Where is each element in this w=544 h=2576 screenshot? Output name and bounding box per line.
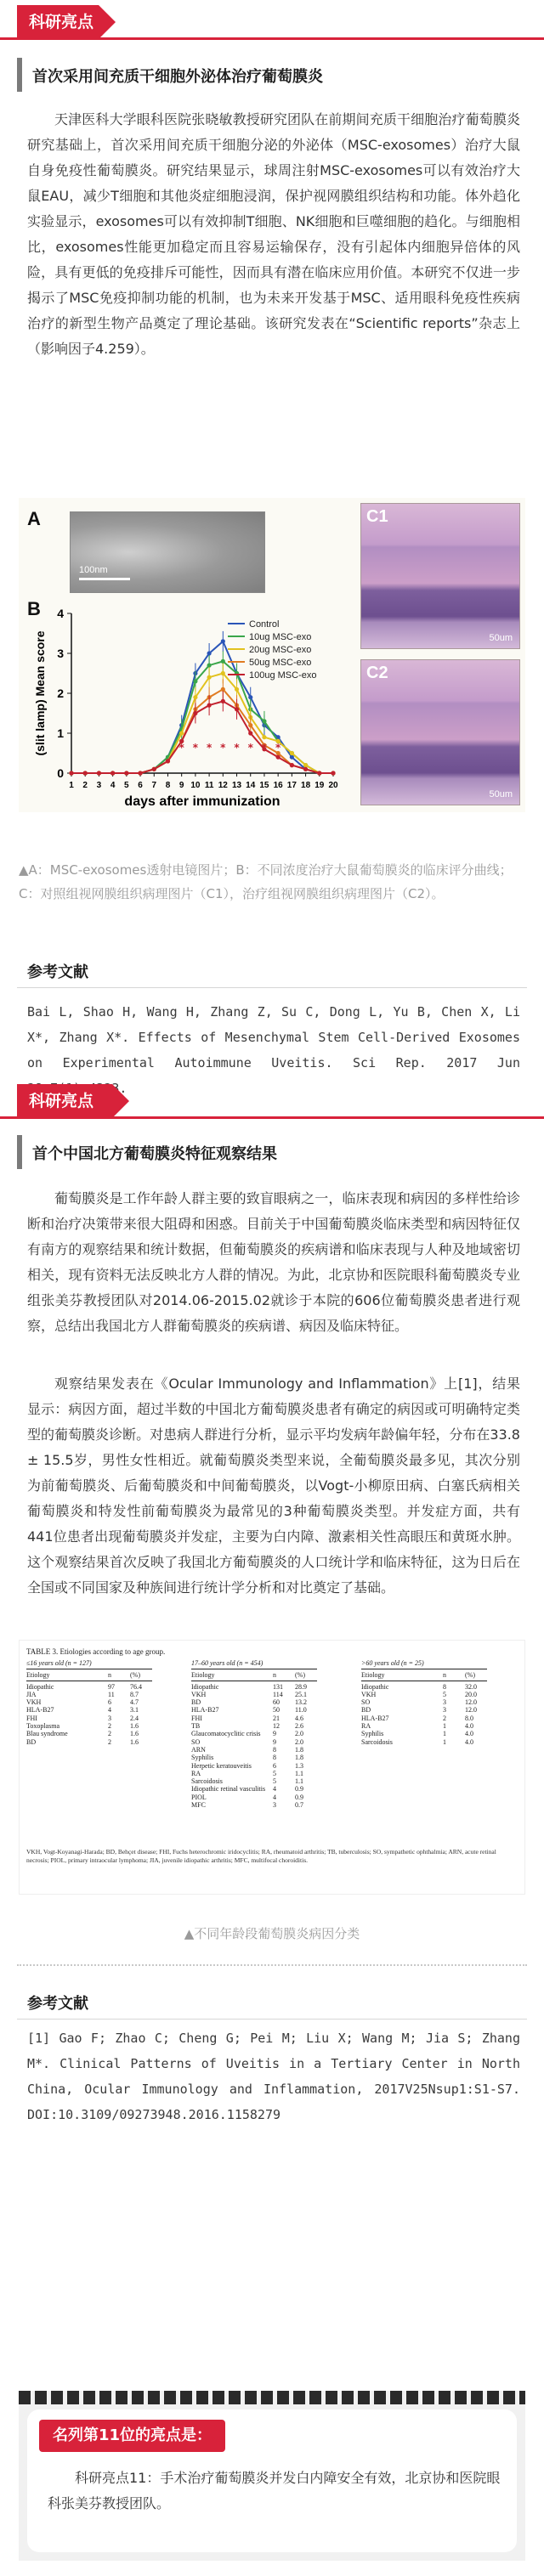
table-cell: 8 <box>273 1745 276 1754</box>
table-cell: Syphilis <box>361 1730 384 1738</box>
series-point <box>331 771 335 775</box>
table-cell: 2.0 <box>295 1737 303 1746</box>
table-cell: 4.7 <box>130 1698 139 1707</box>
table-cell: 12.0 <box>465 1706 477 1715</box>
table-cell: 21 <box>273 1714 280 1722</box>
x-tick-label: 8 <box>165 781 171 790</box>
table-cell: Idiopathic <box>191 1682 219 1691</box>
section-badge-label: 科研亮点 9 <box>29 13 94 65</box>
table-cell: HLA-B27 <box>361 1714 389 1722</box>
x-tick-label: 11 <box>204 781 214 790</box>
table-group-header: >60 years old (n = 25) <box>361 1659 487 1669</box>
table-group-column <box>191 1659 317 1809</box>
table-cell: HLA-B27 <box>26 1706 54 1715</box>
x-tick-label: 18 <box>301 781 311 790</box>
table-cell: (%) <box>295 1671 305 1680</box>
significance-marker: * <box>247 742 253 754</box>
x-tick-label: 14 <box>246 781 256 790</box>
table-cell: 2.4 <box>130 1714 139 1722</box>
table-row <box>361 1698 487 1706</box>
table-cell: 4 <box>273 1793 276 1801</box>
etiology-table-figure <box>19 1640 525 1895</box>
table-cell: 1.8 <box>295 1754 303 1762</box>
series-line <box>71 689 333 773</box>
next-highlight-card <box>19 2391 525 2561</box>
panel-label-b: B <box>27 598 41 619</box>
table-cell: BD <box>26 1737 37 1746</box>
table-cell: 4 <box>108 1706 111 1715</box>
table-cell: Etiology <box>361 1671 385 1680</box>
table-row <box>26 1683 152 1691</box>
table-row <box>26 1730 152 1737</box>
legend-label: 100ug MSC-exo <box>249 670 317 681</box>
table-cell: 2 <box>108 1722 111 1731</box>
table-cell: Idiopathic retinal vasculitis <box>191 1785 266 1794</box>
y-tick-label: 1 <box>57 726 64 740</box>
table-cell: 3 <box>443 1698 446 1707</box>
table-caption-cn: ▲不同年龄段葡萄膜炎病因分类 <box>184 1926 360 1941</box>
table-cell: 97 <box>108 1682 115 1691</box>
table-cell: 2 <box>108 1730 111 1738</box>
table-cell: 1 <box>443 1737 446 1746</box>
table-row <box>191 1785 317 1793</box>
table-row <box>26 1706 152 1714</box>
table-cell: (%) <box>465 1671 475 1680</box>
title-marker <box>17 1135 22 1169</box>
table-row <box>191 1770 317 1777</box>
table-cell: SO <box>361 1698 371 1707</box>
table-cell: 1.1 <box>295 1769 303 1777</box>
table-cell: 6 <box>108 1698 111 1707</box>
figure-exosome-study <box>19 498 525 812</box>
mean-score-chart <box>19 598 355 811</box>
table-row <box>191 1715 317 1722</box>
table-cell: Toxoplasma <box>26 1722 60 1731</box>
legend-label: 50ug MSC-exo <box>249 658 312 668</box>
table-cell: n <box>273 1671 276 1680</box>
series-point <box>317 771 321 775</box>
table-cell: 6 <box>273 1761 276 1770</box>
table-header-row <box>26 1671 152 1681</box>
table-cell: 9 <box>273 1737 276 1746</box>
table-cell: 4.0 <box>465 1722 473 1731</box>
table-cell: 1.6 <box>130 1722 139 1731</box>
table-row <box>191 1706 317 1714</box>
table-row <box>191 1738 317 1746</box>
table-cell: 3.1 <box>130 1706 139 1715</box>
table-cell: Herpetic keratouveitis <box>191 1761 252 1770</box>
figure-caption: ▲A：MSC-exosomes透射电镜图片；B：不同浓度治疗大鼠葡萄膜炎的临床评分曲线；C：对照组视网膜组织病理图片（C1），治疗组视网膜组织病理图片（C2）。 <box>19 862 513 901</box>
table-cell: 0.9 <box>295 1785 303 1794</box>
section-title: 首次采用间充质干细胞外泌体治疗葡萄膜炎 <box>32 68 323 86</box>
table-row <box>191 1754 317 1761</box>
table-cell: VKH <box>191 1690 207 1698</box>
table-row <box>191 1777 317 1785</box>
significance-marker: * <box>234 742 240 754</box>
table-cell: 1.8 <box>295 1745 303 1754</box>
table-row <box>26 1691 152 1698</box>
reference-text: Bai L, Shao H, Wang H, Zhang Z, Su C, Dong L, Yu B, Chen X, Li X*, Zhang X*. Effects of Mesenchymal Stem Cell-Derived Exosomes on Experimental Autoimmune Uveitis. Sci Rep. 2017 Jun <box>27 1004 520 1071</box>
section-body: 葡萄膜炎是工作年龄人群主要的致盲眼病之一，临床表现和病因的多样性给诊断和治疗决策带来很大阻碍和困惑。目前关于中国葡萄膜炎临床类型和病因特征仅有南方的观察结果和统计数据，但葡萄膜炎的疾病谱和临床表现与人种及地域密切相关，现有资料无法反映北方人群的情况。为此，北京协和医院眼科葡萄膜炎专业组张美芬教授团队对2014.06-2015.02就诊于本院的606位葡萄膜炎患者进行观察，总结出我国北方人群葡萄膜炎的疾病谱、病因及临床特征。 <box>27 1190 520 1334</box>
table-cell: 25.1 <box>295 1690 307 1698</box>
x-tick-label: 2 <box>82 781 88 790</box>
table-cell: VKH <box>361 1690 377 1698</box>
section-body: 天津医科大学眼科医院张晓敏教授研究团队在前期间充质干细胞治疗葡萄膜炎研究基础上，首次采用间充质干细胞分泌的外泌体（MSC-exosomes）治疗大鼠自身免疫性葡萄膜炎。研究结果显示，球周注射MSC-exosomes可以有效治疗大鼠EAU，减少T细胞和其他炎症细胞浸润，保护视网膜组织结构和功能。体外趋化实验显示，exosomes可以有效抑制T细胞、NK细胞和巨噬细胞的趋化。与细胞相比，exosomes性能更加稳定而且容易运输保存，没有引起体内细胞异倍体的风险，具有更低的免疫排斥可能性，因而具有潜在临床应用价值。本研究不仅进一步揭示了MSC免疫抑制功能的机制，也为未来开发基于MSC、适用眼科免疫性疾病治疗的新型生物产品奠定了理论基础。该研究发表在“Scientific reports”杂志上（影响因子4.259）。 <box>27 111 520 357</box>
series-point <box>138 771 142 775</box>
series-point <box>276 755 280 760</box>
section-body: 观察结果发表在《Ocular Immunology and Inflammation》上[1]，结果显示：病因方面，超过半数的中国北方葡萄膜炎患者有确定的病因或可明确特定类型的葡萄膜炎诊断。对患病人群进行分析，显示平均发病年龄偏年轻，分布在33.8 ± 15.5岁，男性女性相近。就葡萄膜炎类型来说，全葡萄膜炎最多见，其次分别为前葡萄膜炎、后葡萄膜炎和中间葡萄膜炎，以Vogt-小柳原田病、白塞氏病相关葡萄膜炎和特发性前葡萄膜炎为最常见的3种葡萄膜炎类型。并发症方面，共有441位患者出现葡萄膜炎并发症，主要为白内障、激素相关性高眼压和黄斑水肿。这个观察结果首次反映了我国北方葡萄膜炎的人口统计学和临床特征，这为日后在全国或不同国家及种族间进行统计学分析和对比奠定了基础。 <box>27 1376 520 1596</box>
x-tick-label: 17 <box>286 781 297 790</box>
table-row <box>361 1722 487 1730</box>
x-tick-label: 5 <box>124 781 129 790</box>
table-row <box>26 1738 152 1746</box>
series-point <box>97 771 101 775</box>
table-cell: 4 <box>273 1785 276 1794</box>
table-cell: TB <box>191 1722 201 1731</box>
section-badge <box>17 1084 112 1144</box>
table-row <box>191 1794 317 1801</box>
table-cell: 76.4 <box>130 1682 142 1691</box>
table-cell: 1 <box>443 1730 446 1738</box>
table-cell: 131 <box>273 1682 283 1691</box>
significance-marker: * <box>261 742 268 754</box>
legend-label: 10ug MSC-exo <box>249 632 312 642</box>
series-point <box>303 767 308 771</box>
x-tick-label: 6 <box>138 781 143 790</box>
table-cell: MFC <box>191 1801 206 1810</box>
table-cell: n <box>443 1671 446 1680</box>
table-row <box>361 1738 487 1746</box>
table-cell: 28.9 <box>295 1682 307 1691</box>
panel-label-c1: C1 <box>366 507 388 526</box>
table-cell: 2.6 <box>295 1722 303 1731</box>
table-cell: ARN <box>191 1745 206 1754</box>
y-tick-label: 3 <box>57 647 64 660</box>
table-cell: FHI <box>26 1714 37 1722</box>
table-cell: 2 <box>443 1714 446 1722</box>
table-cell: 3 <box>108 1714 111 1722</box>
table-cell: 1.3 <box>295 1761 303 1770</box>
table-cell: Etiology <box>26 1671 50 1680</box>
table-cell: 5 <box>273 1777 276 1786</box>
table-cell: Etiology <box>191 1671 215 1680</box>
table-cell: 11 <box>108 1690 115 1698</box>
table-cell: Sarcoidosis <box>191 1777 223 1786</box>
x-tick-label: 7 <box>151 781 157 790</box>
table-row <box>191 1698 317 1706</box>
table-cell: 50 <box>273 1706 280 1715</box>
panel-label-c2: C2 <box>366 664 388 682</box>
table-cell: 3 <box>443 1706 446 1715</box>
table-cell: 5 <box>273 1769 276 1777</box>
series-point <box>262 735 266 739</box>
table-cell: FHI <box>191 1714 202 1722</box>
table-row <box>191 1801 317 1809</box>
table-cell: Idiopathic <box>361 1682 389 1691</box>
table-cell: 4.0 <box>465 1730 473 1738</box>
series-point <box>179 731 184 735</box>
table-row <box>361 1683 487 1691</box>
section-title: 首个中国北方葡萄膜炎特征观察结果 <box>32 1145 277 1163</box>
electron-micrograph <box>70 511 265 593</box>
table-cell: SO <box>191 1737 201 1746</box>
table-cell: Idiopathic <box>26 1682 54 1691</box>
x-tick-label: 3 <box>96 781 102 790</box>
table-cell: 8 <box>443 1682 446 1691</box>
reference-heading: 参考文献 <box>27 963 88 981</box>
card-badge: 名列第11位的亮点是： <box>39 2420 225 2452</box>
table-cell: Sarcoidosis <box>361 1737 393 1746</box>
reference-divider <box>17 2019 527 2020</box>
scale-bar <box>79 578 130 580</box>
y-axis-label: (slit lamp) Mean score <box>33 630 47 756</box>
table-group-header: 17–60 years old (n = 454) <box>191 1659 317 1669</box>
table-group-header: ≤16 years old (n = 127) <box>26 1659 152 1669</box>
table-cell: Syphilis <box>191 1754 214 1762</box>
table-cell: 0.7 <box>295 1801 303 1810</box>
x-tick-label: 16 <box>273 781 283 790</box>
x-tick-label: 15 <box>259 781 269 790</box>
table-cell: 9 <box>273 1730 276 1738</box>
table-row <box>26 1715 152 1722</box>
table-cell: 20.0 <box>465 1690 477 1698</box>
legend-label: 20ug MSC-exo <box>249 645 312 655</box>
table-cell: n <box>108 1671 111 1680</box>
table-cell: 4.6 <box>295 1714 303 1722</box>
table-row <box>361 1691 487 1698</box>
section-badge-label: 科研亮点 10 <box>29 1092 94 1144</box>
card-text: 科研亮点11：手术治疗葡萄膜炎并发白内障安全有效，北京协和医院眼科张美芬教授团队。 <box>48 2470 501 2511</box>
table-cell: 1.6 <box>130 1730 139 1738</box>
panel-label-a: A <box>27 508 41 529</box>
scale-bar-label: 100nm <box>79 565 108 575</box>
table-row <box>191 1691 317 1698</box>
series-line <box>71 701 333 773</box>
table-cell: JIA <box>26 1690 37 1698</box>
table-group-column <box>26 1659 152 1746</box>
table-cell: Blau syndrome <box>26 1730 68 1738</box>
table-cell: 5 <box>443 1690 446 1698</box>
table-row <box>191 1683 317 1691</box>
table-cell: HLA-B27 <box>191 1706 219 1715</box>
x-tick-label: 1 <box>69 781 74 790</box>
table-row <box>26 1722 152 1730</box>
x-tick-label: 13 <box>231 781 242 790</box>
significance-marker: * <box>206 742 212 754</box>
y-tick-label: 2 <box>57 686 64 700</box>
table-cell: 1 <box>443 1722 446 1731</box>
section-badge <box>17 5 99 65</box>
table-header-row <box>191 1671 317 1681</box>
x-axis-label: days after immunization <box>124 794 280 809</box>
table-row <box>191 1722 317 1730</box>
table-cell: 32.0 <box>465 1682 477 1691</box>
series-point <box>152 767 156 771</box>
table-cell: BD <box>361 1706 371 1715</box>
legend-label: Control <box>249 619 280 630</box>
table-row <box>191 1762 317 1770</box>
table-cell: 2 <box>108 1737 111 1746</box>
series-point <box>290 751 294 755</box>
hist-scale-label: 50um <box>489 789 513 799</box>
table-cell: RA <box>361 1722 371 1731</box>
table-cell: 114 <box>273 1690 283 1698</box>
table-cell: 4.0 <box>465 1737 473 1746</box>
table-cell: 1.6 <box>130 1737 139 1746</box>
table-row <box>191 1730 317 1737</box>
significance-marker: * <box>275 742 281 754</box>
x-tick-label: 10 <box>190 781 201 790</box>
x-tick-label: 20 <box>328 781 338 790</box>
significance-marker: * <box>220 742 226 754</box>
table-caption: TABLE 3. Etiologies according to age group. <box>26 1647 166 1656</box>
x-tick-label: 19 <box>314 781 325 790</box>
table-cell: 11.0 <box>295 1706 307 1715</box>
series-point <box>124 771 128 775</box>
table-cell: 1.1 <box>295 1777 303 1786</box>
x-tick-label: 4 <box>110 781 116 790</box>
series-point <box>166 759 170 763</box>
histology-control <box>360 503 520 649</box>
table-cell: 0.9 <box>295 1793 303 1801</box>
table-cell: Glaucomatocyclitic crisis <box>191 1730 261 1738</box>
significance-marker: * <box>178 742 184 754</box>
significance-marker: * <box>192 742 199 754</box>
table-cell: 60 <box>273 1698 280 1707</box>
reference-heading: 参考文献 <box>27 1995 88 2013</box>
table-header-row <box>361 1671 487 1681</box>
reference-text: [1] Gao F; Zhao C; Cheng G; Pei M; Liu X; Wang M; Jia S; Zhang M*. Clinical Patterns of Uveitis in a Tertiary Center in North China, Ocular Immunology and Inflammation, 2017V25Nsup1:S1-S7. DOI:10.3109/09273948.2016.1158279 <box>27 2031 520 2122</box>
table-cell: PIOL <box>191 1793 207 1801</box>
reference-divider <box>17 987 527 988</box>
table-cell: BD <box>191 1698 201 1707</box>
series-point <box>110 771 115 775</box>
table-cell: 12.0 <box>465 1698 477 1707</box>
table-cell: 8 <box>273 1754 276 1762</box>
table-cell: 13.2 <box>295 1698 307 1707</box>
y-tick-label: 0 <box>57 766 64 780</box>
series-point <box>248 731 252 735</box>
table-cell: 3 <box>273 1801 276 1810</box>
series-point <box>69 771 73 775</box>
table-row <box>191 1746 317 1754</box>
series-point <box>303 763 308 767</box>
hist-scale-label: 50um <box>489 633 513 643</box>
table-cell: 2.0 <box>295 1730 303 1738</box>
series-point <box>290 763 294 767</box>
table-cell: (%) <box>130 1671 140 1680</box>
table-cell: 8.7 <box>130 1690 139 1698</box>
table-row <box>361 1706 487 1714</box>
table-row <box>361 1715 487 1722</box>
table-row <box>26 1698 152 1706</box>
x-tick-label: 12 <box>218 781 228 790</box>
table-cell: 8.0 <box>465 1714 473 1722</box>
table-cell: RA <box>191 1769 201 1777</box>
card-comb-decoration <box>19 2391 525 2404</box>
reference-divider-top <box>17 1964 527 1966</box>
x-tick-label: 9 <box>178 781 184 790</box>
table-group-column <box>361 1659 487 1746</box>
table-footnote: VKH, Vogt-Koyanagi-Harada; BD, Behçet disease; FHI, Fuchs heterochromic iridocyclitis; RA, rheumatoid arthritis; TB, tuberculosis; SO, sympathetic ophthalmia; ARN, acute retinal necrosis; PIOL, primary intraocular lymphoma; JIA, juvenile idiopathic arthritis; MFC, multifocal choroiditis. <box>26 1848 496 1864</box>
title-marker <box>17 58 22 92</box>
histology-treated <box>360 659 520 805</box>
y-tick-label: 4 <box>57 607 64 620</box>
series-point <box>83 771 88 775</box>
table-cell: 12 <box>273 1722 280 1731</box>
table-row <box>361 1730 487 1737</box>
table-cell: VKH <box>26 1698 42 1707</box>
